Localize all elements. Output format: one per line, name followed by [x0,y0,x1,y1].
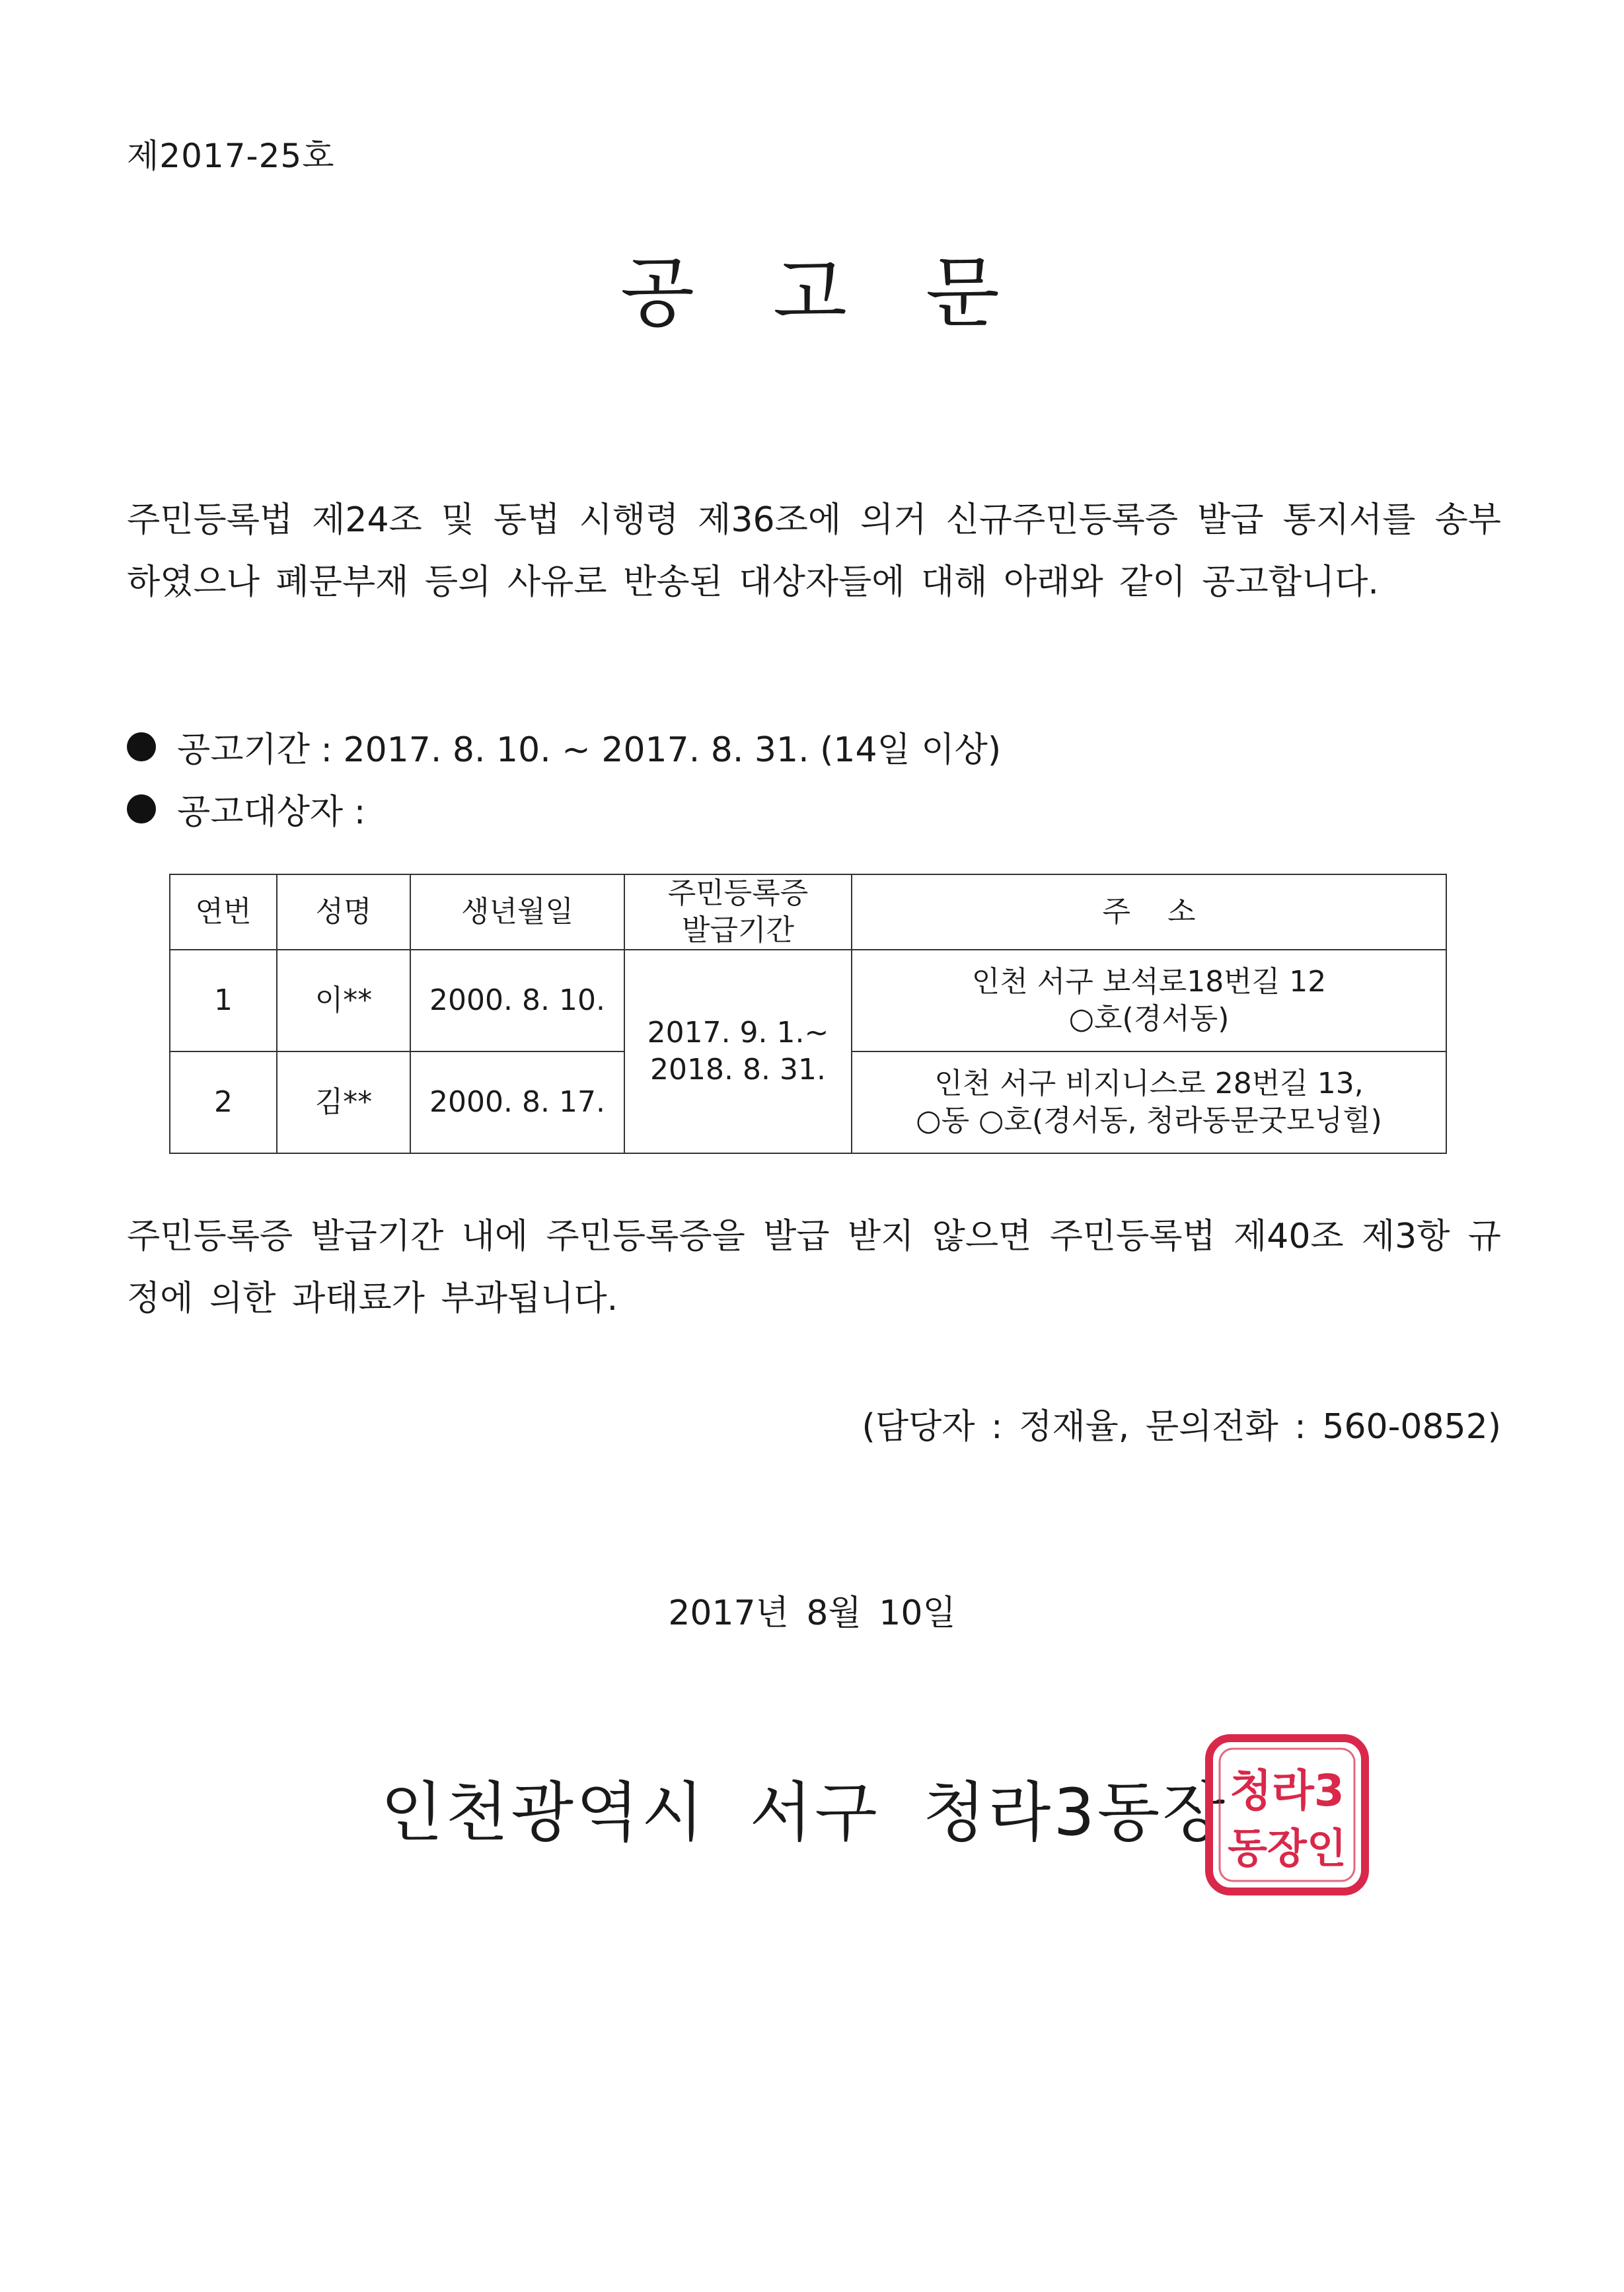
header-name: 성명 [277,874,410,950]
header-period [624,874,852,950]
address-line2: ○호(경서동) [1068,1002,1230,1036]
table-header-row [170,874,1446,950]
seal-line2: 동장인 [1228,1824,1347,1872]
bullet-icon [127,794,156,823]
row-birth: 2000. 8. 10. [410,950,624,1051]
issuer-name: 인천광역시 서구 청라3동장 [381,1775,1228,1851]
issuance-period [624,950,852,1153]
row-no: 2 [170,1051,277,1153]
official-seal [1204,1733,1370,1897]
issuance-period-start: 2017. 9. 1.~ [647,1016,829,1050]
header-birth: 생년월일 [410,874,624,950]
row-name: 이** [277,950,410,1051]
header-address: 주 소 [852,874,1446,950]
document-date: 2017년 8월 10일 [668,1593,956,1633]
bullet-icon [127,732,156,761]
row-address [852,950,1446,1051]
row-no: 1 [170,950,277,1051]
intro-paragraph: 주민등록법 제24조 및 동법 시행령 제36조에 의거 신규주민등록증 발급 통지서를 송부하였으나 폐문부재 등의 사유로 반송된 대상자들에 대해 아래와 같이 공고합니다. [127,500,1501,602]
row-address [852,1051,1446,1153]
row-birth: 2000. 8. 17. [410,1051,624,1153]
contact-info: (담당자 : 정재율, 문의전화 : 560-0852) [862,1407,1501,1447]
document-title: 공 고 문 [620,248,1004,338]
issuance-period-end: 2018. 8. 31. [650,1053,826,1087]
header-no: 연번 [170,874,277,950]
seal-line1: 청라3 [1230,1765,1345,1816]
notice-target-item [127,784,365,833]
table-row [170,950,1446,1051]
header-period-line2: 발급기간 [681,913,794,947]
address-line1: 인천 서구 비지니스로 28번길 13, [934,1067,1364,1100]
notice-period-item [127,722,1001,771]
notice-target-text: 공고대상자 : [177,792,366,832]
address-line2: ○동 ○호(경서동, 청라동문굿모닝힐) [916,1104,1382,1137]
header-period-line1: 주민등록증 [667,876,809,910]
address-line1: 인천 서구 보석로18번길 12 [971,965,1327,999]
penalty-notice: 주민등록증 발급기간 내에 주민등록증을 발급 받지 않으면 주민등록법 제40조 제3항 규정에 의한 과태료가 부과됩니다. [127,1217,1501,1318]
notice-period-text: 공고기간 : 2017. 8. 10. ~ 2017. 8. 31. (14일 이상) [177,730,1002,770]
row-name: 김** [277,1051,410,1153]
target-table [169,874,1447,1154]
document-number: 제2017-25호 [127,137,335,175]
